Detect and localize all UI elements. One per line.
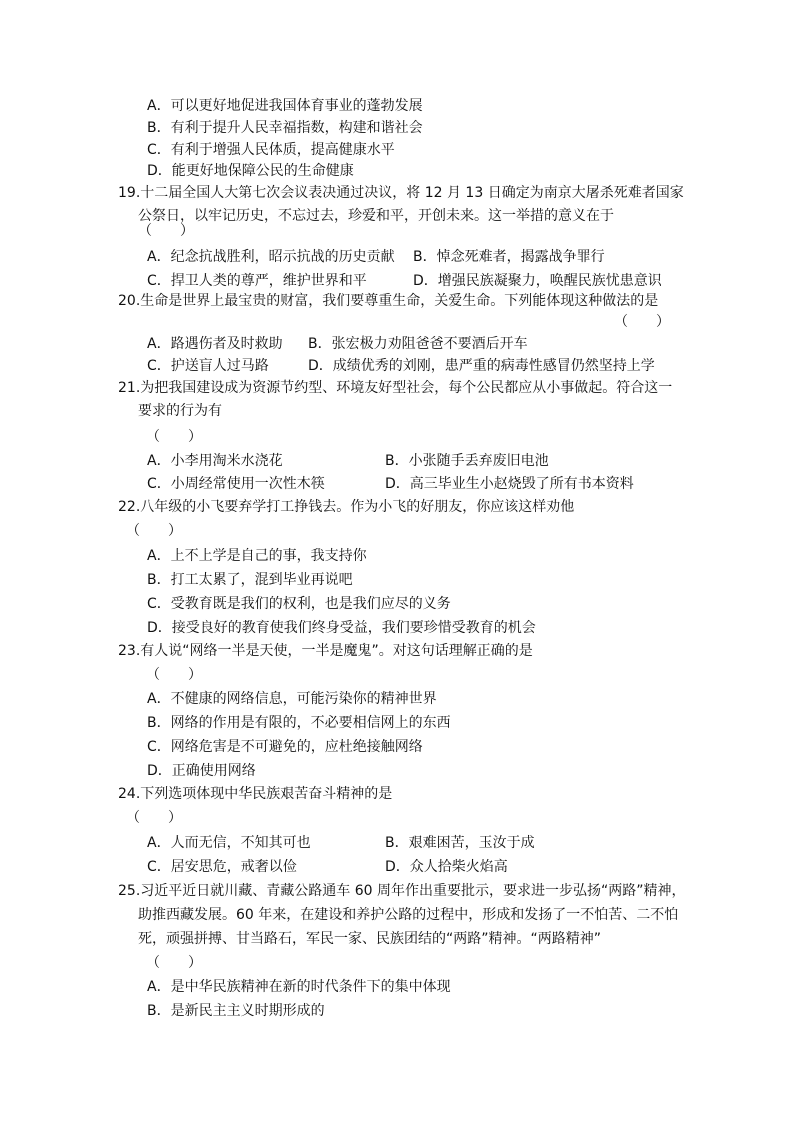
q24-stem-line1: 24.下列选项体现中华民族艰苦奋斗精神的是	[118, 786, 393, 802]
q20-answer-paren: （ ）	[614, 314, 670, 330]
q22-option-d: D．接受良好的教育使我们终身受益，我们要珍惜受教育的机会	[147, 620, 536, 636]
q22-answer-paren: （ ）	[126, 523, 182, 539]
q20-stem-line1: 20.生命是世界上最宝贵的财富，我们要尊重生命，关爱生命。下列能体现这种做法的是	[118, 293, 659, 309]
q22-option-c: C．受教育既是我们的权利，也是我们应尽的义务	[147, 596, 451, 612]
q18-option-c: C．有利于增强人民体质，提高健康水平	[147, 142, 395, 158]
q23-option-a: A．不健康的网络信息，可能污染你的精神世界	[147, 691, 437, 707]
q25-stem-line3: 死，顽强拼搏、甘当路石，军民一家、民族团结的“两路”精神。“两路精神”	[138, 931, 602, 947]
q20-option-b: B．张宏极力劝阻爸爸不要酒后开车	[308, 336, 528, 352]
q21-option-c: C．小周经常使用一次性木筷	[147, 476, 325, 492]
q23-option-d: D．正确使用网络	[147, 763, 256, 779]
q19-stem-line2: 公祭日，以牢记历史，不忘过去，珍爱和平，开创未来。这一举措的意义在于	[138, 208, 614, 224]
q22-stem-line1: 22.八年级的小飞要弃学打工挣钱去。作为小飞的好朋友，你应该这样劝他	[118, 499, 575, 515]
q19-option-c: C．捍卫人类的尊严，维护世界和平	[147, 273, 367, 289]
q19-stem-line1: 19.十二届全国人大第七次会议表决通过决议，将 12 月 13 日确定为南京大屠杀死难者国家	[118, 185, 684, 201]
q18-option-d: D．能更好地保障公民的生命健康	[147, 163, 354, 179]
q19-answer-paren: （ ）	[138, 223, 194, 239]
q19-option-b: B．悼念死难者，揭露战争罪行	[413, 249, 605, 265]
q21-stem-line2: 要求的行为有	[138, 403, 222, 419]
q25-answer-paren: （ ）	[146, 955, 202, 971]
q18-option-a: A．可以更好地促进我国体育事业的蓬勃发展	[147, 98, 423, 114]
q20-option-c: C．护送盲人过马路	[147, 358, 269, 374]
q19-option-d: D．增强民族凝聚力，唤醒民族忧患意识	[413, 273, 662, 289]
q21-stem-line1: 21.为把我国建设成为资源节约型、环境友好型社会，每个公民都应从小事做起。符合这一	[118, 380, 673, 396]
q18-option-b: B．有利于提升人民幸福指数，构建和谐社会	[147, 120, 423, 136]
q20-option-d: D．成绩优秀的刘刚，患严重的病毒性感冒仍然坚持上学	[308, 358, 655, 374]
q23-option-c: C．网络危害是不可避免的，应杜绝接触网络	[147, 739, 423, 755]
q21-option-b: B．小张随手丢弃废旧电池	[385, 453, 549, 469]
q23-stem-line1: 23.有人说“网络一半是天使，一半是魔鬼”。对这句话理解正确的是	[118, 643, 533, 659]
q22-option-a: A．上不上学是自己的事，我支持你	[147, 548, 367, 564]
q23-answer-paren: （ ）	[146, 667, 202, 683]
q25-option-b: B．是新民主主义时期形成的	[147, 1003, 325, 1019]
q23-option-b: B．网络的作用是有限的，不必要相信网上的东西	[147, 715, 451, 731]
q24-option-a: A．人而无信，不知其可也	[147, 835, 311, 851]
q25-stem-line1: 25.习近平近日就川藏、青藏公路通车 60 周年作出重要批示，要求进一步弘扬“两路”精神，	[118, 883, 686, 899]
q24-option-b: B．艰难困苦，玉汝于成	[385, 835, 535, 851]
q24-option-c: C．居安思危，戒奢以俭	[147, 859, 297, 875]
q24-option-d: D．众人拾柴火焰高	[385, 859, 508, 875]
q24-answer-paren: （ ）	[126, 810, 182, 826]
q20-option-a: A．路遇伤者及时救助	[147, 336, 283, 352]
q21-option-a: A．小李用淘米水浇花	[147, 453, 283, 469]
q21-option-d: D．高三毕业生小赵烧毁了所有书本资料	[385, 476, 634, 492]
q25-option-a: A．是中华民族精神在新的时代条件下的集中体现	[147, 979, 451, 995]
q21-answer-paren: （ ）	[146, 429, 202, 445]
q22-option-b: B．打工太累了，混到毕业再说吧	[147, 572, 353, 588]
q25-stem-line2: 助推西藏发展。60 年来，在建设和养护公路的过程中，形成和发扬了一不怕苦、二不怕	[138, 907, 679, 923]
q19-option-a: A．纪念抗战胜利，昭示抗战的历史贡献	[147, 249, 395, 265]
